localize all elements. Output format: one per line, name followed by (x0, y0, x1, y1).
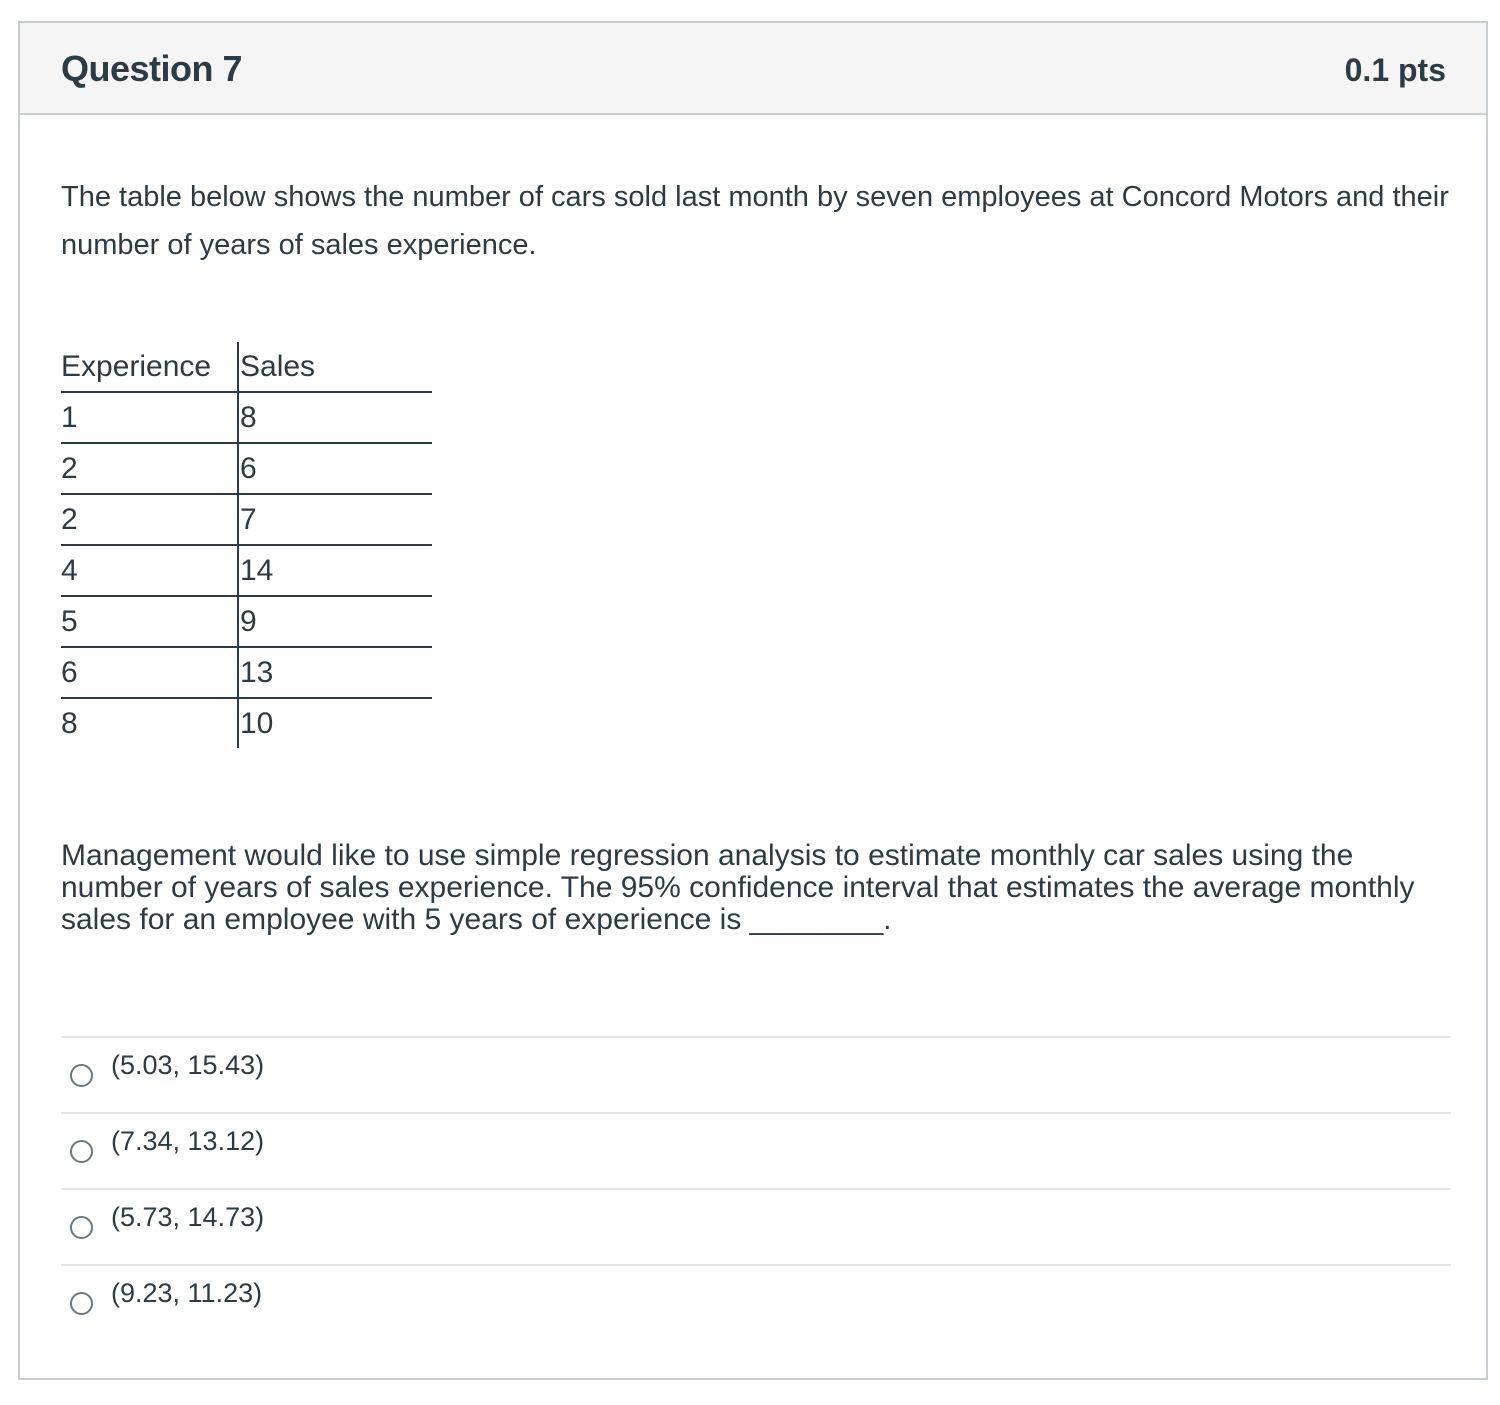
experience-cell: 2 (61, 443, 238, 494)
experience-cell: 8 (61, 706, 78, 740)
table-header-row (61, 342, 432, 392)
experience-cell: 5 (61, 596, 238, 647)
experience-cell: 2 (61, 494, 238, 545)
sales-cell: 6 (238, 443, 432, 494)
experience-cell: 4 (61, 545, 238, 596)
answer-label[interactable]: (9.23, 11.23) (111, 1278, 263, 1308)
table-row (61, 494, 432, 545)
table-row (61, 647, 432, 698)
question-header (20, 23, 1486, 115)
table-row (61, 392, 432, 443)
column-header-sales: Sales (238, 342, 432, 392)
column-header-experience: Experience (61, 342, 238, 392)
sales-cell: 7 (238, 494, 432, 545)
sales-cell: 9 (238, 596, 432, 647)
radio-button[interactable] (70, 1216, 93, 1239)
question-card (18, 21, 1488, 1380)
radio-button[interactable] (70, 1064, 93, 1087)
radio-button[interactable] (70, 1292, 93, 1315)
radio-button[interactable] (70, 1140, 93, 1163)
answer-option[interactable] (61, 1036, 1451, 1112)
sales-cell: 8 (238, 392, 432, 443)
question-intro: The table below shows the number of cars sold last month by seven employees at Concord Motors and their number of years of sales experience. (61, 181, 1449, 261)
question-points: 0.1 pts (1344, 52, 1446, 88)
table-row (61, 698, 432, 748)
answer-option[interactable] (61, 1112, 1451, 1188)
answer-label[interactable]: (5.73, 14.73) (111, 1202, 265, 1232)
question-title: Question 7 (61, 48, 243, 89)
sales-cell: 10 (238, 698, 432, 748)
table-row (61, 545, 432, 596)
answer-list (61, 1036, 1451, 1340)
data-table (61, 342, 432, 748)
answer-option[interactable] (61, 1188, 1451, 1264)
experience-cell: 6 (61, 647, 238, 698)
experience-cell: 1 (61, 392, 238, 443)
answer-label[interactable]: (5.03, 15.43) (111, 1050, 265, 1080)
sales-cell: 13 (238, 647, 432, 698)
table-row (61, 443, 432, 494)
sales-cell: 14 (238, 545, 432, 596)
answer-label[interactable]: (7.34, 13.12) (111, 1126, 265, 1156)
table-row (61, 596, 432, 647)
question-prompt: Management would like to use simple regression analysis to estimate monthly car sales using the number of years of sales experience. The 95% confidence interval that estimates the average monthly sales for an employee with 5 years of experience is ________. (61, 839, 1415, 936)
answer-option[interactable] (61, 1264, 1451, 1340)
